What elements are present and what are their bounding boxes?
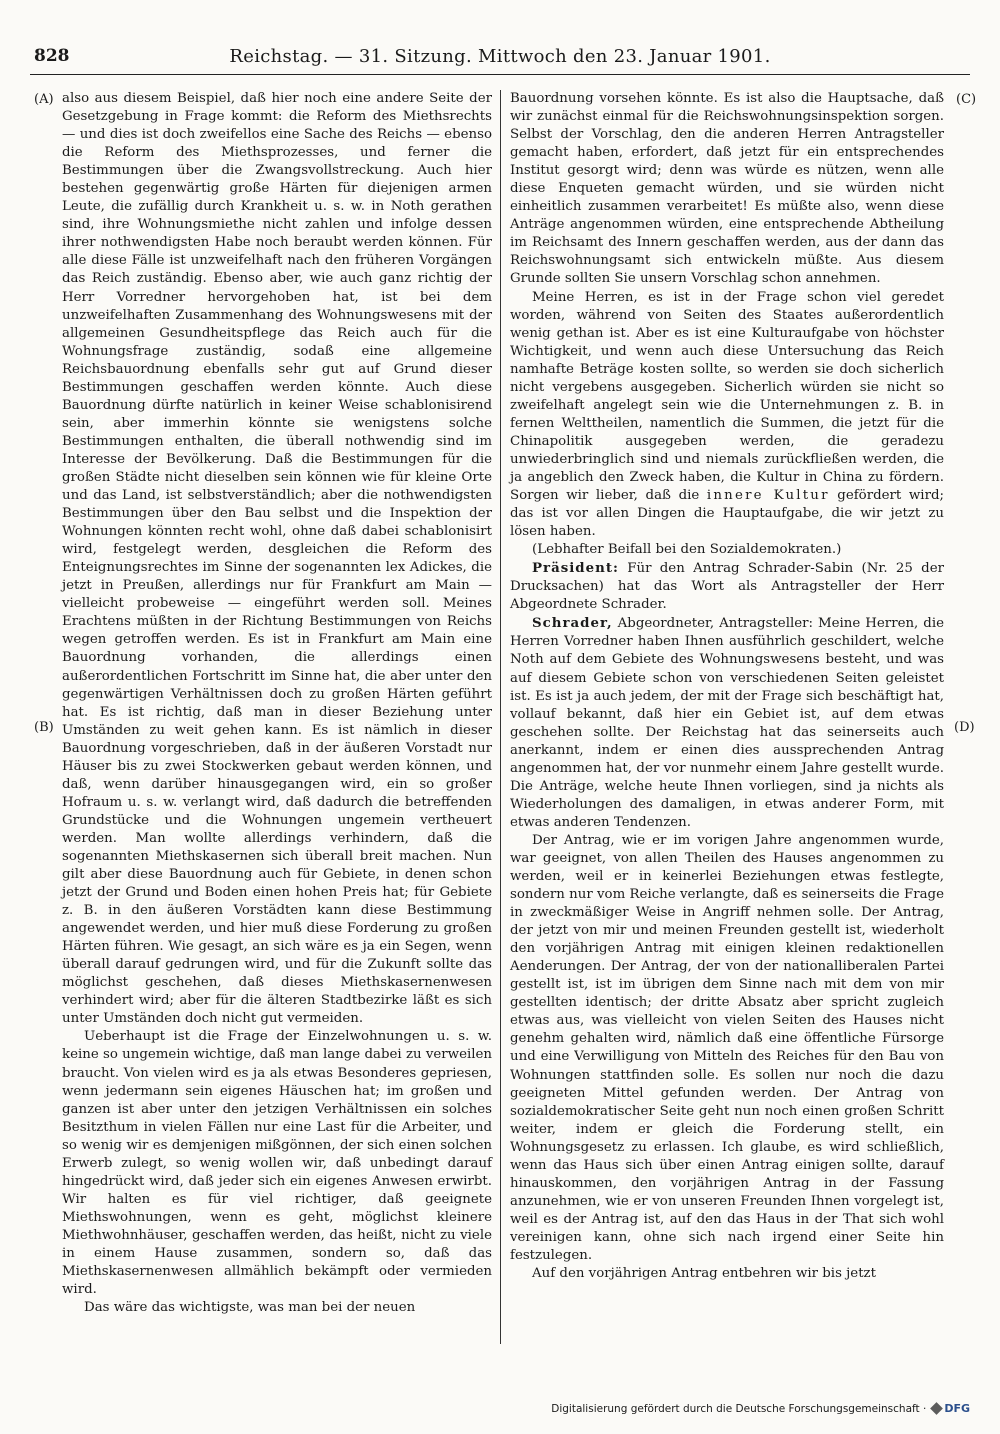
digitization-footer xyxy=(551,1402,970,1415)
left-column xyxy=(62,90,492,1317)
right-paragraph-2 xyxy=(510,289,944,542)
left-paragraph-3: Das wäre das wichtigste, was man bei der neuen xyxy=(84,1300,416,1316)
margin-marker-d: (D) xyxy=(954,720,975,735)
margin-marker-b: (B) xyxy=(34,720,54,735)
president-text: Für den Antrag Schrader-Sabin (Nr. 25 der Drucksachen) hat das Wort als Antragsteller der Herr Abgeordnete Schrader. xyxy=(510,561,944,613)
left-paragraph-2: Ueberhaupt ist die Frage der Einzelwohnungen u. s. w. keine so ungemein wichtige, daß man lange dabei zu verweilen braucht. Von vielen wird es ja als etwas Besonderes gepriesen, wenn jedermann sein eigenes Häuschen hat; im großen und ganzen ist aber unter den jetzigen Verhältnissen ein solches Besitzthum in vielen Fällen nur eine Last für die Arbeiter, und so wenig wir es demjenigen mißgönnen, der sich einen solchen Erwerb zulegt, so wenig wollen wir, daß unbedingt darauf hingedrückt wird, daß jeder sich ein eigenes Anwesen erwirbt. Wir halten es für viel richtiger, daß geeignete Miethswohnungen, wenn es geht, möglichst kleinere Miethwohnhäuser, geschaffen werden, das heißt, nicht zu viele in einem Hause zusammen, sondern so, daß das Miethskasernenwesen allmählich bekämpft oder vermieden wird. xyxy=(62,1029,492,1298)
president-paragraph xyxy=(510,559,944,614)
right-column xyxy=(510,90,944,1283)
footer-text: Digitalisierung gefördert durch die Deutsche Forschungsgemeinschaft · xyxy=(551,1402,927,1415)
right-paragraph-1: Bauordnung vorsehen könnte. Es ist also die Hauptsache, daß wir zunächst einmal für die Reichswohnungsinspektion sorgen. Selbst der Vorschlag, den die anderen Herren Antragsteller gemacht haben, erfordert, daß jetzt für ein entsprechendes Institut gesorgt wird; denn was würde es nützen, wenn alle diese Enqueten gemacht würden, und sie würden nicht einheitlich zusammen verarbeitet! Es müßte also, wenn diese Anträge angenommen würden, eine entsprechende Abtheilung im Reichsamt des Innern geschaffen werden, aus der dann das Reichswohnungsamt sich entwickeln müßte. Aus diesem Grunde sollten Sie unsern Vorschlag schon annehmen. xyxy=(510,91,944,287)
schrader-text: Abgeordneter, Antragsteller: Meine Herren, die Herren Vorredner haben Ihnen ausführlich geschildert, welche Noth auf dem Gebiete des Wohnungswesens besteht, und was auf diesem Gebiete schon von verschiedenen Seiten geleistet ist. Es ist ja auch jedem, der mit der Frage sich beschäftigt hat, vollauf bekannt, daß hier ein Gebiet ist, auf dem etwas geschehen sollte. Der Reichstag hat das seinerseits auch anerkannt, indem er einen dies aussprechenden Antrag angenommen hat, der vor nunmehr einem Jahre gestellt wurde. Die Anträge, welche heute Ihnen vorliegen, sind ja nichts als Wiederholungen des damaligen, in etwas anderer Form, mit etwas anderen Tendenzen. xyxy=(510,616,944,830)
dfg-diamond-icon xyxy=(930,1402,943,1415)
dfg-logo-text: DFG xyxy=(944,1402,970,1415)
speaker-schrader: Schrader, xyxy=(532,615,613,632)
spaced-emphasis: innere Kultur xyxy=(706,488,830,504)
header-rule xyxy=(30,74,970,75)
margin-marker-a: (A) xyxy=(34,92,54,107)
running-head: Reichstag. — 31. Sitzung. Mittwoch den 23. Januar 1901. xyxy=(229,46,771,67)
dfg-logo xyxy=(932,1402,970,1415)
column-rule xyxy=(500,90,501,1344)
right-paragraph-3: Der Antrag, wie er im vorigen Jahre angenommen wurde, war geeignet, von allen Theilen des Hauses angenommen zu werden, weil er in keinerlei Beziehungen etwas festlegte, sondern nur vom Reiche verlangte, daß es seinerseits die Frage in zweckmäßiger Weise in Angriff nehmen solle. Der Antrag, der jetzt von mir und meinen Freunden gestellt ist, wiederholt den vorjährigen Antrag mit einigen kleinen redaktionellen Aenderungen. Der Antrag, der von der nationalliberalen Partei gestellt ist, ist im übrigen dem Sinne nach mit dem von mir gestellten identisch; der dritte Absatz aber spricht zugleich etwas aus, was vielleicht von vielen Seiten des Hauses nicht genehm gehalten wird, nämlich daß eine öffentliche Fürsorge und eine Verwilligung von Mitteln des Reiches für den Bau von Wohnungen stattfinden solle. Es sollen nur noch die dazu geeigneten Mittel gefunden werden. Der Antrag von sozialdemokratischer Seite geht nun noch einen großen Schritt weiter, indem er gleich die Forderung stellt, ein Wohnungsgesetz zu erlassen. Ich glaube, es wird schließlich, wenn das Haus sich über einen Antrag einigen sollte, darauf hinauskommen, den vorjährigen Antrag in der Fassung anzunehmen, wie er von unseren Freunden Ihnen vorgelegt ist, weil es der Antrag ist, auf den das Haus in der That sich wohl vereinigen kann, ohne sich nach irgend einer Seite hin festzulegen. xyxy=(510,832,944,1263)
schrader-paragraph xyxy=(510,614,944,832)
speaker-president: Präsident: xyxy=(532,560,619,577)
right-paragraph-4: Auf den vorjährigen Antrag entbehren wir bis jetzt xyxy=(532,1266,876,1282)
margin-marker-c: (C) xyxy=(956,92,977,107)
left-paragraph-1: also aus diesem Beispiel, daß hier noch eine andere Seite der Gesetzgebung in Frage kommt: die Reform des Miethsrechts — und dies ist doch zweifellos eine Sache des Reichs — ebenso die Reform des Miethsprozesses, und ferner die Bestimmungen über die Zwangsvollstreckung. Auch hier bestehen gegenwärtig große Härten für diejenigen armen Leute, die zufällig durch Krankheit u. s. w. in Noth gerathen sind, ihre Wohnungsmiethe nicht zahlen und infolge dessen ihrer nothwendigsten Habe noch beraubt werden können. Für alle diese Fälle ist unzweifelhaft nach den früheren Vorgängen das Reich zuständig. Ebenso aber, wie auch ganz richtig der Herr Vorredner hervorgehoben hat, ist bei dem unzweifelhaften Zusammenhang des Wohnungswesens mit der allgemeinen Gesundheitspflege das Reich auch für die Wohnungsfrage zuständig, sodaß eine allgemeine Reichsbauordnung ebenfalls sehr gut auf Grund dieser Bestimmungen geschaffen werden könnte. Auch diese Bauordnung dürfte natürlich in keiner Weise schablonisirend sein, aber immerhin könnte sie wenigstens solche Bestimmungen enthalten, die überall nothwendig sind im Interesse der Bevölkerung. Daß die Bestimmungen für die großen Städte nicht dieselben sein können wie für kleine Orte und das Land, ist selbstverständlich; aber die nothwendigsten Bestimmungen über den Bau selbst und die Inspektion der Wohnungen könnten recht wohl, ohne daß dabei schablonisirt wird, festgelegt werden, desgleichen die Reform des Enteignungsrechtes im Sinne der sogenannten lex Adickes, die jetzt in Preußen, allerdings nur für Frankfurt am Main — vielleicht probeweise — eingeführt werden soll. Meines Erachtens müßten in der Richtung Bestimmungen von Reichs wegen getroffen werden. Es ist in Frankfurt am Main eine Bauordnung vorhanden, die allerdings einen außerordentlichen Fortschritt im Sinne hat, die aber unter den gegenwärtigen Verhältnissen doch zu großen Härten geführt hat. Es ist richtig, daß man in dieser Beziehung unter Umständen zu weit gehen kann. Es ist nämlich in dieser Bauordnung vorgeschrieben, daß in der äußeren Vorstadt nur Häuser bis zu zwei Stockwerken gebaut werden können, und daß, wenn darüber hinausgegangen wird, ein so großer Hofraum u. s. w. verlangt wird, daß dadurch die betreffenden Grundstücke und die Wohnungen ungemein vertheuert werden. Man wollte allerdings verhindern, daß die sogenannten Miethskasernen sich überall breit machen. Nun gilt aber diese Bauordnung auch für Gebiete, in denen schon jetzt der Grund und Boden einen hohen Preis hat; für Gebiete z. B. in den äußeren Vorstädten kann diese Bestimmung angewendet werden, und hier muß diese Forderung zu großen Härten führen. Wie gesagt, an sich wäre es ja ein Segen, wenn überall darauf gedrungen wird, und für die Zukunft sollte das möglichst geschehen, daß dieses Miethskasernenwesen verhindert wird; aber für die älteren Stadtbezirke läßt es sich unter Umständen doch nicht gut vermeiden. xyxy=(62,91,492,1027)
right-paragraph-2-end: gefördert wird; das ist vor allen Dingen die Hauptaufgabe, die wir jetzt zu lösen haben. xyxy=(510,488,944,540)
right-paragraph-2-text: Meine Herren, es ist in der Frage schon viel geredet worden, während von Seiten des Staates außerordentlich wenig gethan ist. Aber es ist eine Kulturaufgabe von höchster Wichtigkeit, und wenn auch diese Untersuchung das Reich namhafte Beträge kosten sollte, so werden sie doch sicherlich nicht vergebens ausgegeben. Sicherlich würden sie nicht so zweifelhaft angelegt sein wie die Unternehmungen z. B. in fernen Welttheilen, namentlich die Summen, die jetzt für die Chinapolitik ausgegeben werden, die geradezu unwiederbringlich sind und niemals zurückfließen werden, die ja angeblich den Zweck haben, die Kultur in China zu fördern. Sorgen wir lieber, daß die xyxy=(510,289,944,504)
applause-note: (Lebhafter Beifall bei den Sozialdemokraten.) xyxy=(532,542,842,558)
page-number: 828 xyxy=(34,46,70,66)
